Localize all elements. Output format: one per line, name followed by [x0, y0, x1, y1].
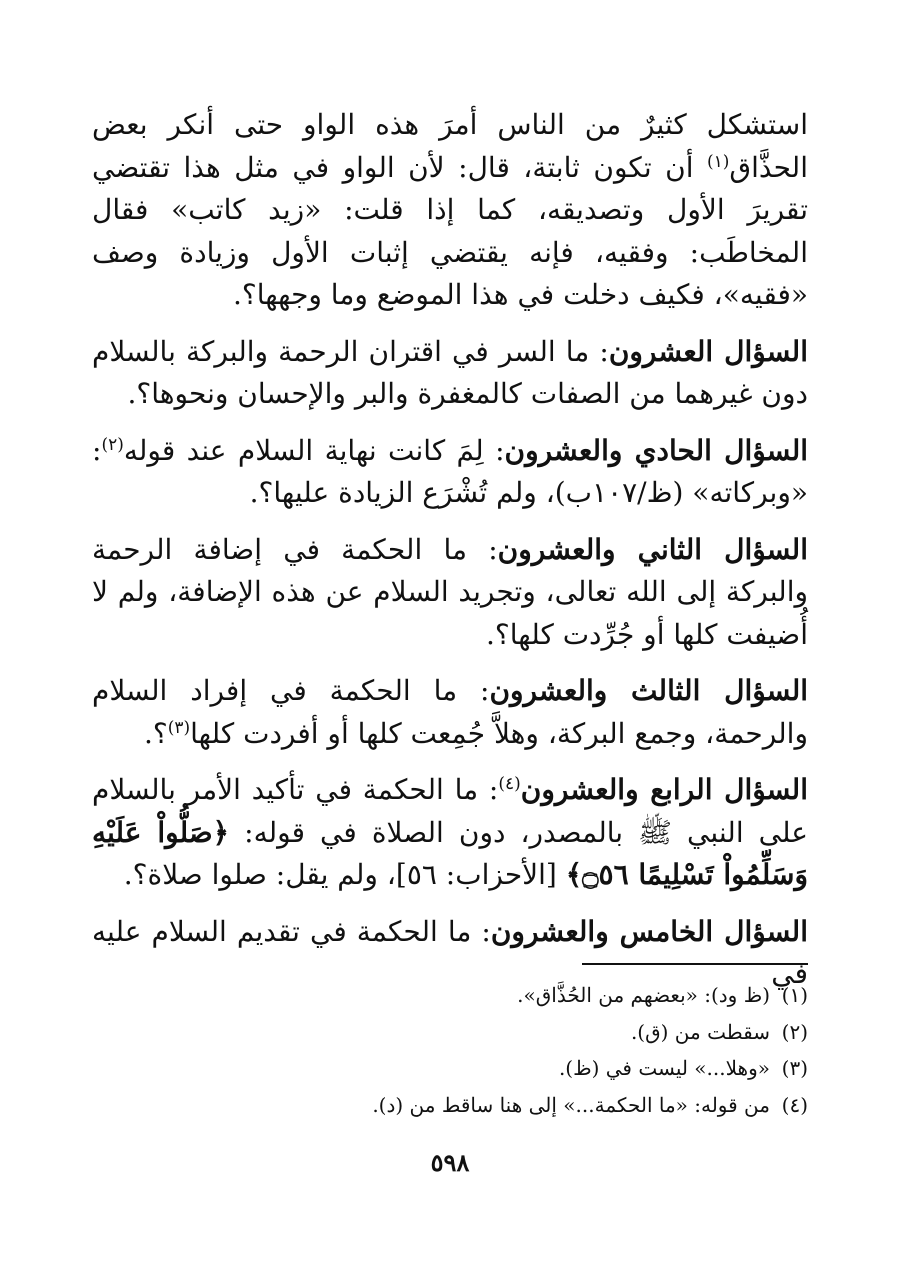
paragraph-text: : ما الحكمة في تقديم السلام عليه في [92, 914, 808, 990]
question-heading: السؤال الثاني والعشرون [497, 532, 808, 566]
paragraph-text: : ما الحكمة في تأكيد الأمر بالسلام على النبي ﷺ بالمصدر، دون الصلاة في قوله: [92, 773, 808, 849]
footnote-marker: (٤) [498, 774, 521, 794]
paragraph [92, 769, 808, 897]
footnote [92, 1050, 808, 1087]
page-number: ٥٩٨ [430, 1148, 470, 1177]
footnote-number: (٢) [781, 1019, 808, 1044]
question-heading: السؤال الرابع والعشرون [520, 773, 808, 806]
paragraph-text: [الأحزاب: ٥٦]، ولم يقل: صلوا صلاة؟. [123, 858, 566, 891]
paragraph [92, 331, 808, 416]
footnote-number: (٣) [781, 1056, 808, 1080]
paragraph [92, 104, 808, 317]
paragraph-text: استشكل كثيرٌ من الناس أمرَ هذه الواو حتى أنكر بعض الحذَّاق [92, 108, 808, 184]
paragraph [92, 430, 808, 515]
question-heading: السؤال الخامس والعشرون [490, 914, 808, 948]
paragraph-text: ؟. [143, 716, 168, 750]
footnote-marker: (٢) [101, 434, 124, 455]
question-heading: السؤال العشرون [608, 334, 808, 368]
footnote [92, 1087, 808, 1124]
footnote-marker: (١) [706, 151, 730, 172]
footnote-text: (ظ ود): «بعضهم من الحُذَّاق». [517, 983, 770, 1007]
footnote-text: من قوله: «ما الحكمة...» إلى هنا ساقط من (د). [372, 1092, 770, 1117]
question-heading: السؤال الحادي والعشرون [504, 433, 809, 467]
question-heading: السؤال الثالث والعشرون [489, 674, 808, 707]
paragraph [92, 670, 808, 755]
footnote [92, 977, 808, 1014]
footnotes [92, 977, 808, 1123]
paragraph-text: : ما السر في اقتران الرحمة والبركة بالسلام دون غيرهما من الصفات كالمغفرة والبر والإحسان ونحوها؟. [92, 334, 808, 410]
footnote [92, 1014, 808, 1051]
footnote-marker: (٣) [167, 717, 191, 738]
footnote-separator [582, 963, 808, 965]
footnote-text: «وهلا...» ليست في (ظ). [558, 1056, 770, 1080]
paragraph-text: : «وبركاته» (ظ/١٠٧ب)، ولم تُشْرَع الزيادة عليها؟. [92, 433, 808, 509]
quran-verse: ﴿صَلُّواْ عَلَيْهِ وَسَلِّمُواْ تَسْلِيمًا ۝٥٦﴾ [92, 815, 808, 891]
paragraph [92, 529, 808, 657]
paragraph-text: أن تكون ثابتة، قال: لأن الواو في مثل هذا تقتضي تقريرَ الأول وتصديقه، كما إذا قلت: «زيد كاتب» فقال المخاطَب: وفقيه، فإنه يقتضي إثبات الأول وزيادة وصف «فقيه»، فكيف دخلت في هذا الموضع وما وجهها؟. [92, 150, 808, 311]
body-text [92, 104, 808, 1010]
footnote-number: (١) [781, 983, 808, 1007]
paragraph-text: : لِمَ كانت نهاية السلام عند قوله [123, 433, 505, 467]
footnote-text: سقطت من (ق). [630, 1019, 770, 1044]
paragraph-text: : ما الحكمة في إضافة الرحمة والبركة إلى الله تعالى، وتجريد السلام عن هذه الإضافة، ولم لا أُضيفت كلها أو جُرِّدت كلها؟. [92, 532, 808, 651]
footnote-number: (٤) [781, 1092, 808, 1117]
paragraph-text: : ما الحكمة في إفراد السلام والرحمة، وجمع البركة، وهلاَّ جُمِعت كلها أو أفردت كلها [92, 674, 808, 750]
